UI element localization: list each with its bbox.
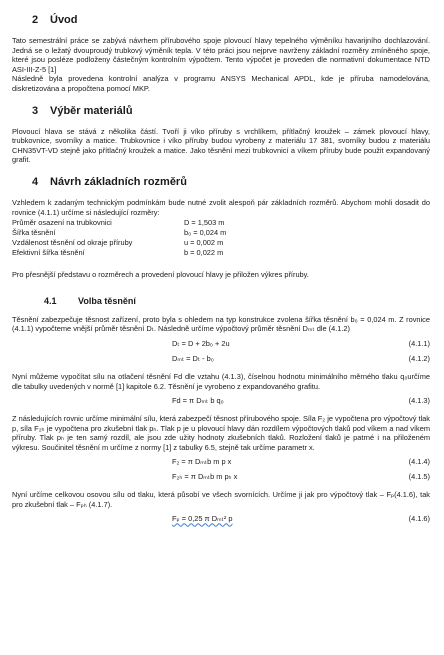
subsection-number: 4.1 [44,295,57,306]
subsection-heading-tesneni [44,296,430,307]
dimension-list [12,218,430,258]
paragraph: Plovoucí hlava se stává z několika částí. Tvoří ji víko příruby s vrchlíkem, přítlačný kroužek – zámek plovoucí hlavy, trubkovnice, svorníky a matice. Trubkovnice i víko příruby budou vyrobeny z materiálu 17 381, svorníky budou z materiálu CHN35VT-VD stejně jako přítlačný kroužek a matice. Jako těsnění mezi trubkovnicí a víkem příruby bude použit expandovaný grafit. [12,126,430,165]
dimension-row [12,218,430,228]
section-number: 4 [32,175,39,188]
equation-number: (4.1.5) [408,472,430,482]
paragraph: Těsnění zabezpečuje těsnost zařízení, proto byla s ohledem na typ konstrukce zvolena šířka těsnění b₀ = 0,024 m. Z rovnice (4.1.1) vypočteme vnější průměr těsnění Dₜ. Následně určíme výpočtový průměr těsnění Dₘₜ dle (4.1.2) [12,314,430,334]
dimension-value: b₀ = 0,024 m [184,228,227,238]
dimension-label: Vzdálenost těsnění od okraje příruby [12,238,133,248]
section-title: Úvod [50,14,78,26]
paragraph: Pro přesnější představu o rozměrech a provedení plovoucí hlavy je přiložen výkres příruby. [12,270,309,280]
equation-expression: Fd = π Dₘₜ b q₀ [172,395,224,405]
paragraph: Nyní určíme celkovou osovou sílu od tlaku, která působí ve všech svornících. Určíme ji jak pro výpočtový tlak – Fₚ(4.1.6), tak pro zkušební tlak – Fₚₕ (4.1.7). [12,490,430,510]
equation [12,512,430,527]
dimension-row [12,228,430,238]
dimension-label: Průměr osazení na trubkovnici [12,218,112,228]
dimension-row [12,248,430,258]
equation [12,393,430,408]
equation-number: (4.1.6) [408,514,430,524]
dimension-label: Efektivní šířka těsnění [12,248,85,258]
equation-expression: Dₜ = D + 2b₀ + 2u [172,338,230,348]
section-heading-materialy [32,105,430,118]
paragraph: Nyní můžeme vypočítat sílu na otlačení těsnění Fd dle vztahu (4.1.3), číselnou hodnotu minimálního měrného tlaku q₀určíme dle tabulky uvedených v normě [1] kapitole 6.2. Těsnění je vyrobeno z expandovaného grafitu. [12,371,430,391]
dimension-value: u = 0,002 m [184,238,224,248]
equation-number: (4.1.2) [408,353,430,363]
equation [12,469,430,484]
equation-number: (4.1.4) [408,457,430,467]
section-title: Návrh základních rozměrů [50,175,187,188]
equation-expression: F₂ = π Dₘₜb m p x [172,457,232,467]
equation [12,454,430,469]
equation [12,336,430,351]
equation-number: (4.1.3) [408,395,430,405]
dimension-value: D = 1,503 m [184,218,225,228]
section-heading-rozmery [32,176,430,189]
equation-number: (4.1.1) [408,338,430,348]
subsection-title: Volba těsnění [78,295,136,306]
dimension-value: b = 0,022 m [184,248,224,258]
section-title: Výběr materiálů [50,104,133,117]
section-number: 3 [32,104,39,117]
dimension-label: Šířka těsnění [12,228,56,238]
equation-expression: F₂ₕ = π Dₘₜb m pₕ x [172,472,238,482]
paragraph: Vzhledem k zadaným technickým podmínkám bude nutné zvolit alespoň pár základních rozměrů. Abychom mohli dosadit do rovnice (4.1.1) určíme si následující rozměry: [12,197,430,217]
paragraph: Z následujících rovnic určíme minimální sílu, která zabezpečí těsnost přírubového spoje. Síla F₂ je vypočtena pro výpočtový tlak p, síla F₂ₕ je vypočtena pro zkušební tlak pₕ. Tlak p je u plovoucí hlavy dán rozdílem výpočtových tlaků pod víkem a nad víkem příruby. Tlak pₕ je ten samý rozdíl, ale jsou zde užity hodnoty zkušebních tlaků. Rozložení tlaků je patrné i na přiloženém výkresu. Součinitel těsnění m určíme z normy [1] z tabulky 6.5, stejně tak určíme parametr x. [12,414,430,452]
section-number: 2 [32,14,39,26]
paragraph: Následně byla provedena kontrolní analýza v programu ANSYS Mechanical APDL, kde je příruba namodelována, diskretizována a propočtena pomocí MKP. [12,74,430,93]
equation [12,351,430,366]
equation-expression: Dₘₜ = Dₜ - b₀ [172,353,214,363]
paragraph: Tato semestrální práce se zabývá návrhem přírubového spoje plovoucí hlavy tepelného výměníku havarijního dochlazování. Jedná se o ležatý dvouproudý trubkový výměník tepla. V této práci jsou nejprve navrženy základní rozměry zmíněného spoje, které jsou posléze podloženy částečným kontrolním výpočtem. Tento výpočet je proveden dle normativní dokumentace NTD ASI-III-Z-5 [1] [12,36,430,74]
equation-expression: Fₚ = 0,25 π Dₘₜ² p [172,514,233,524]
section-heading-uvod [32,14,430,27]
dimension-row [12,238,430,248]
